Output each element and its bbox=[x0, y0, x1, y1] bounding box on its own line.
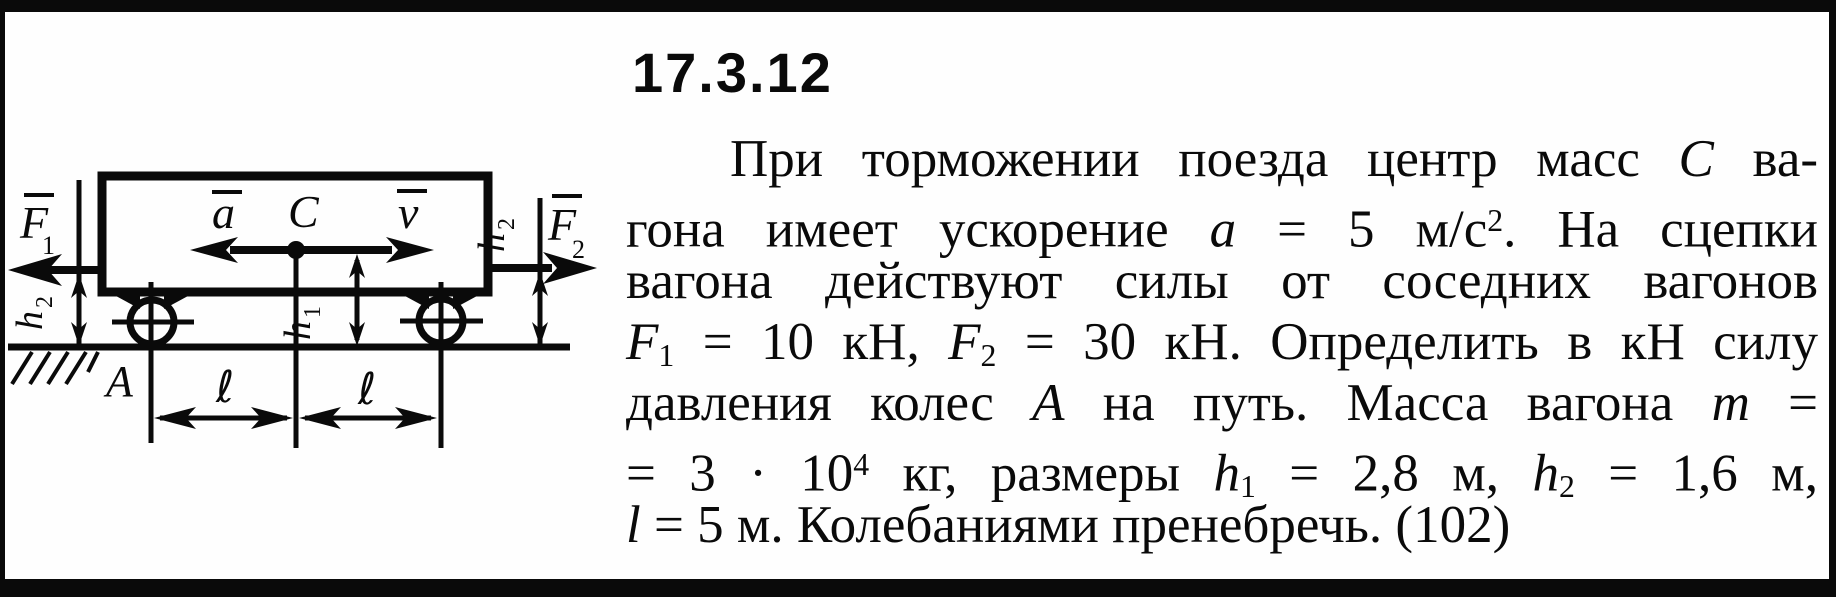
center-label: C bbox=[288, 186, 319, 237]
point-a-label: A bbox=[106, 357, 133, 406]
text-line: F1 = 10 кН, F2 = 30 кН. Определить в кН силу bbox=[626, 313, 1818, 373]
h1-label bbox=[277, 306, 326, 340]
h2-right-label bbox=[471, 218, 520, 252]
l-left-label: ℓ bbox=[216, 362, 235, 413]
force-f1-label bbox=[19, 195, 55, 260]
acceleration-arrow bbox=[190, 237, 296, 263]
acceleration-label bbox=[212, 187, 242, 238]
velocity-arrow bbox=[296, 237, 434, 263]
text-line: = $3 \cdot 10^4$ кг, размеры h1 = 2,8 м, h2 = 1,6 м, bbox=[626, 444, 1818, 505]
text-line: вагона действуют силы от соседних вагонов bbox=[626, 252, 1818, 310]
ground-hatching bbox=[12, 352, 98, 384]
scan-border-bottom bbox=[0, 579, 1836, 597]
svg-text:2: 2 bbox=[32, 296, 58, 308]
h1-dimension bbox=[349, 254, 365, 346]
l-right-label: ℓ bbox=[358, 364, 377, 415]
svg-text:a: a bbox=[212, 187, 235, 238]
problem-number: 17.3.12 bbox=[632, 41, 833, 104]
f1-letter: F bbox=[20, 197, 49, 248]
velocity-label bbox=[397, 187, 427, 238]
text-line: При торможении поезда центр масс С ва- bbox=[730, 130, 1818, 188]
svg-text:h: h bbox=[277, 321, 319, 340]
text-line: гона имеет ускорение a = 5 $м/с^2$. На сцепки bbox=[626, 200, 1818, 259]
svg-text:v: v bbox=[398, 187, 419, 238]
h2-left-label bbox=[9, 296, 58, 330]
text-line: давления колес А на путь. Масса вагона m = bbox=[626, 374, 1819, 432]
svg-text:h: h bbox=[471, 233, 513, 252]
f2-subscript: 2 bbox=[572, 235, 585, 264]
wagon-diagram bbox=[0, 130, 620, 460]
svg-text:h: h bbox=[9, 311, 51, 330]
force-f2-label bbox=[547, 196, 585, 264]
svg-text:1: 1 bbox=[300, 306, 326, 318]
scan-border-top bbox=[0, 0, 1836, 12]
f1-subscript: 1 bbox=[42, 231, 55, 260]
problem-text bbox=[626, 129, 1818, 556]
svg-text:2: 2 bbox=[494, 218, 520, 230]
f2-letter: F bbox=[548, 199, 577, 250]
text-line: l = 5 м. Колебаниями пренебречь. (102) bbox=[626, 496, 1511, 554]
scan-border-right bbox=[1829, 6, 1836, 597]
